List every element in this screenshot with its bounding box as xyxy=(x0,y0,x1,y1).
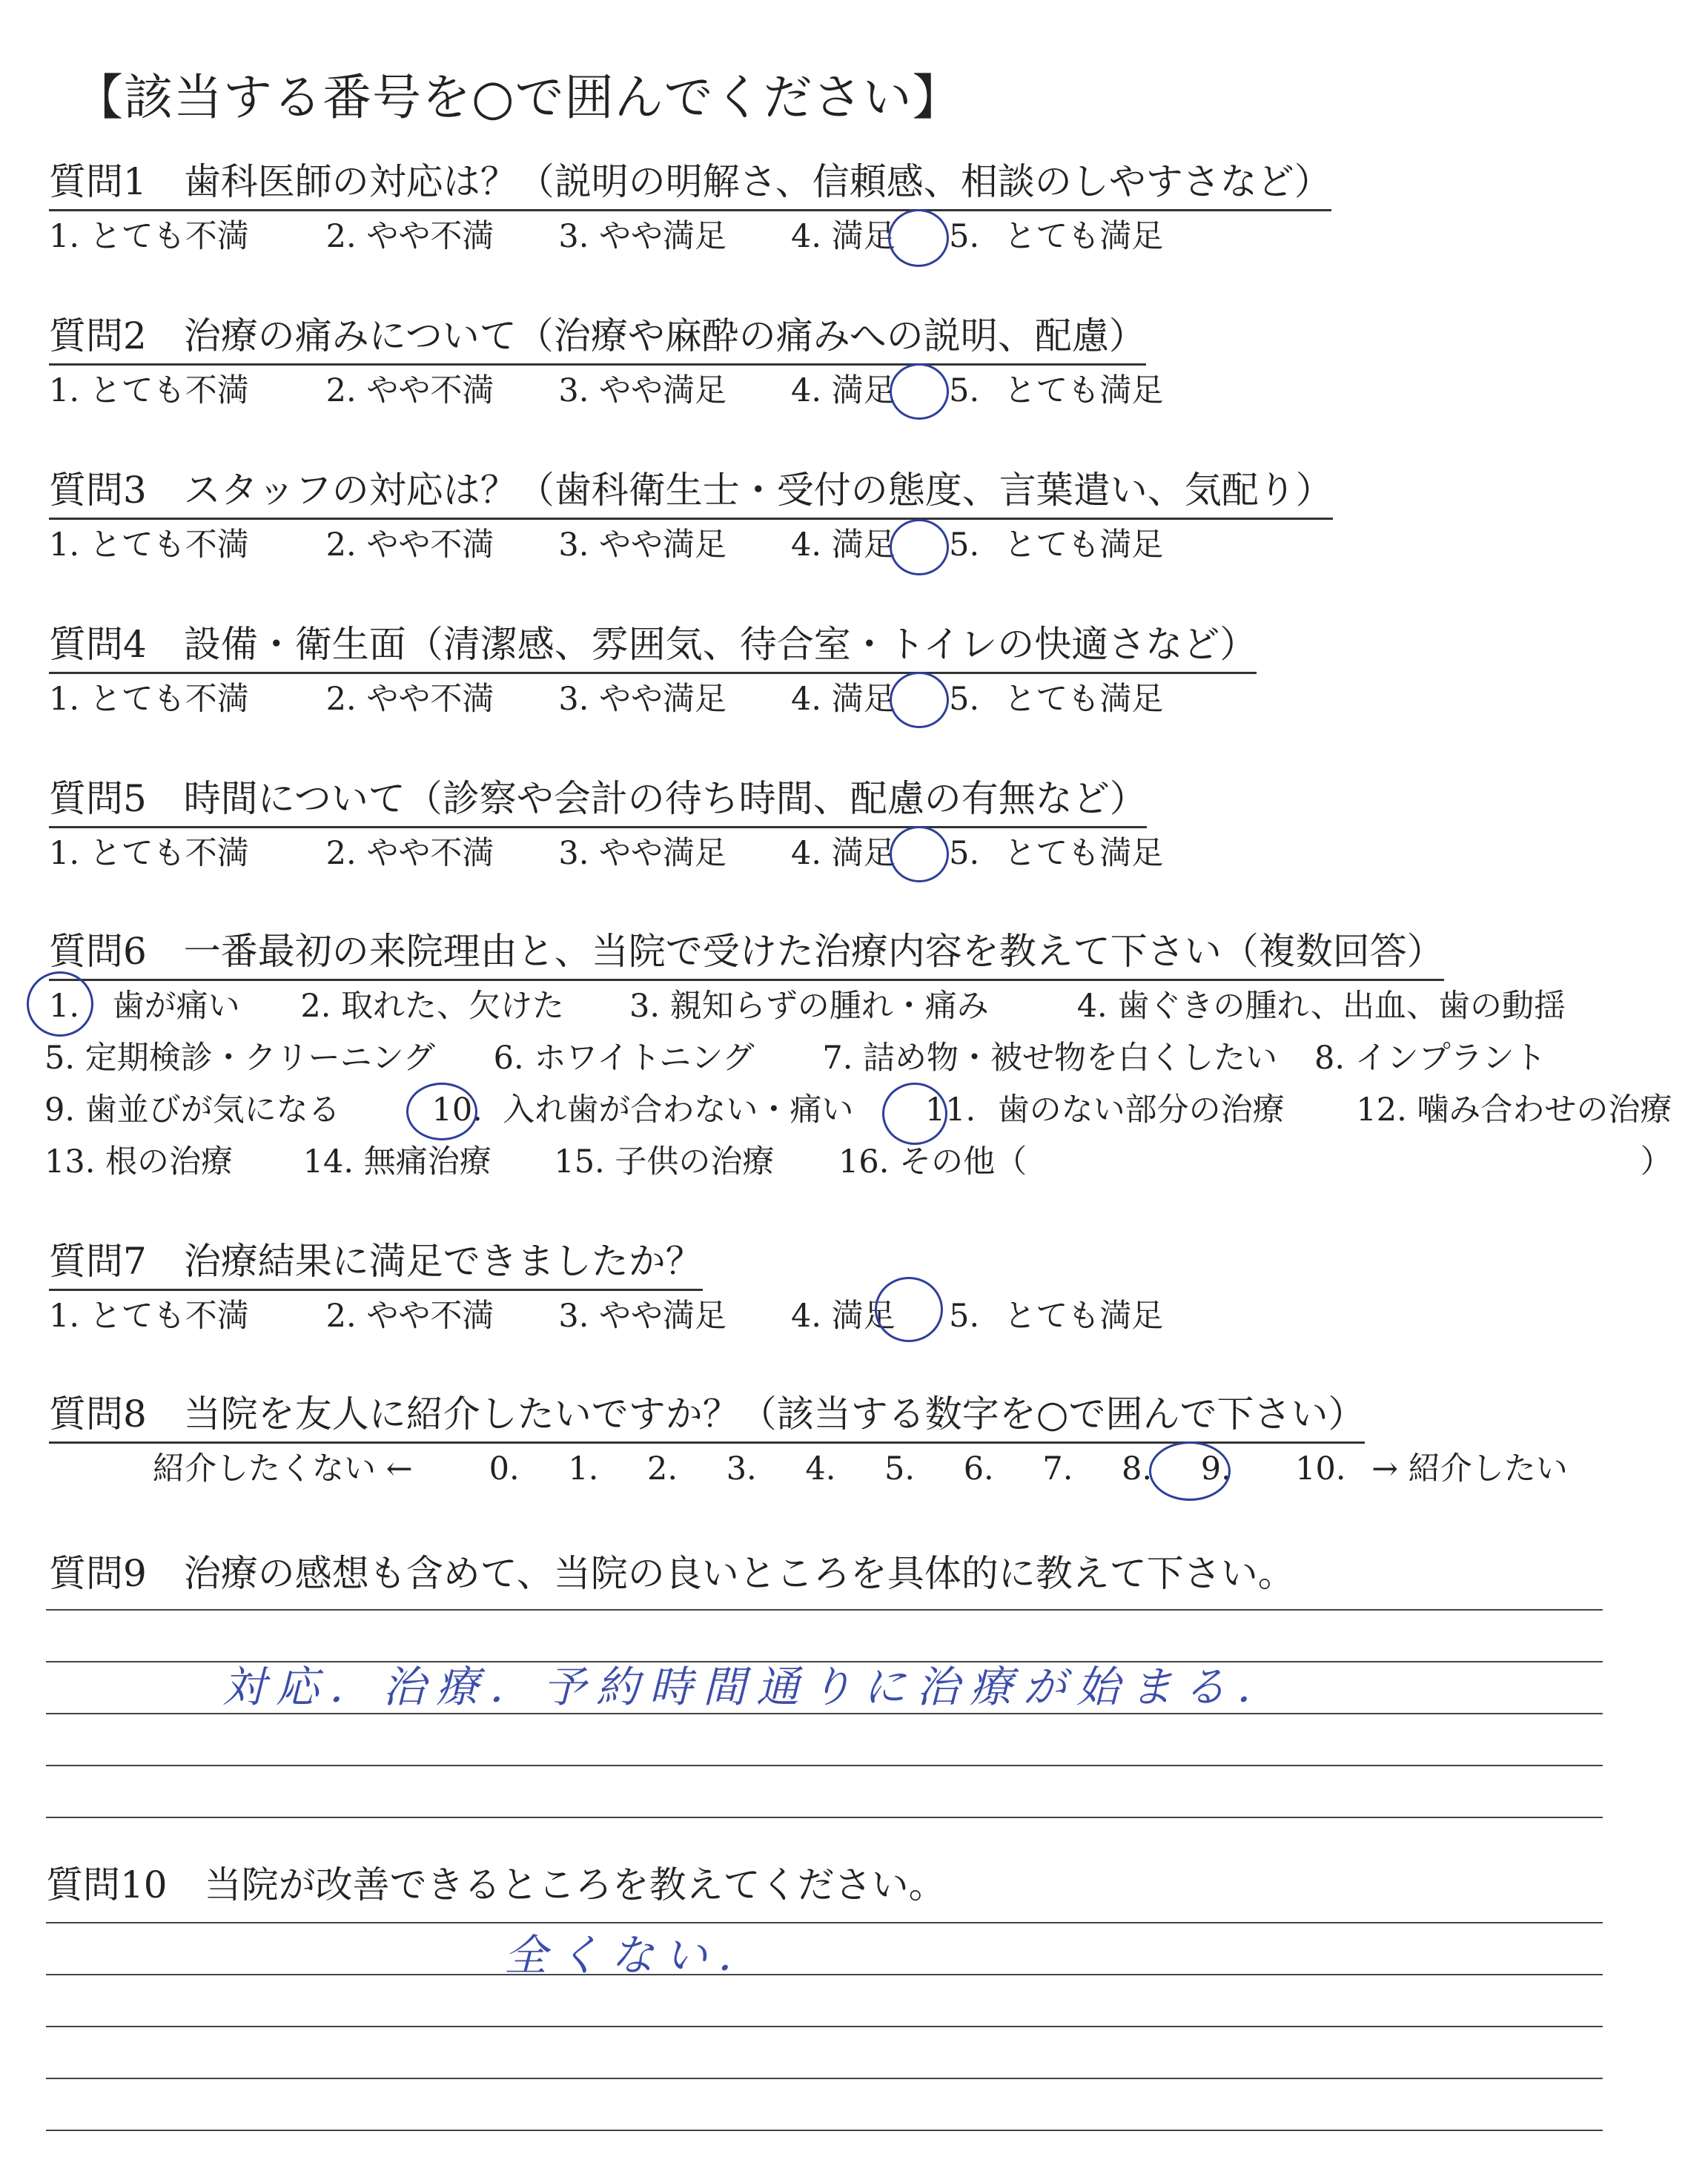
q3-option-4[interactable]: 4. 満足 xyxy=(791,526,896,564)
page-title: 【該当する番号を○で囲んでください】 xyxy=(74,69,962,126)
question-2-heading: 質問2 治療の痛みについて（治療や麻酔の痛みへの説明、配慮） xyxy=(49,313,1146,366)
question-5-heading: 質問5 時間について（診察や会計の待ち時間、配慮の有無など） xyxy=(49,776,1147,828)
q9-answer-line-1 xyxy=(46,1609,1603,1611)
q3-option-5-label: とても満足 xyxy=(1004,526,1164,564)
q3-option-2[interactable]: 2. やや不満 xyxy=(325,526,494,564)
q3-option-5-circled[interactable]: 5. xyxy=(949,526,980,564)
q6-option-8[interactable]: 8. インプラント xyxy=(1314,1040,1546,1077)
q3-option-3[interactable]: 3. やや満足 xyxy=(558,526,727,564)
q8-scale-0[interactable]: 0. xyxy=(489,1450,520,1487)
q8-scale-9[interactable]: 9. xyxy=(1200,1450,1231,1487)
q6-option-5[interactable]: 5. 定期検診・クリーニング xyxy=(44,1040,435,1077)
question-1-heading: 質問1 歯科医師の対応は？（説明の明解さ、信頼感、相談のしやすさなど） xyxy=(49,159,1331,211)
question-6-row-3 xyxy=(44,1090,1672,1130)
q5-option-3[interactable]: 3. やや満足 xyxy=(558,835,727,872)
q7-option-5-label: とても満足 xyxy=(1004,1298,1164,1335)
q8-scale-6[interactable]: 6. xyxy=(963,1450,994,1487)
q6-option-16[interactable]: 16. その他（ xyxy=(838,1143,1027,1180)
q4-option-2[interactable]: 2. やや不満 xyxy=(325,681,494,718)
q7-option-3[interactable]: 3. やや満足 xyxy=(558,1298,727,1335)
question-3-options xyxy=(49,525,1163,565)
q10-answer-line-1 xyxy=(46,1922,1603,1923)
q6-option-9[interactable]: 9. 歯並びが気になる xyxy=(44,1091,340,1129)
question-7-heading: 質問7 治療結果に満足できましたか？ xyxy=(49,1238,703,1291)
question-8-heading: 質問8 当院を友人に紹介したいですか？（該当する数字を○で囲んで下さい） xyxy=(49,1391,1365,1444)
q8-scale-8[interactable]: 8. xyxy=(1122,1450,1153,1487)
question-6-row-2 xyxy=(44,1038,1546,1078)
q7-option-2[interactable]: 2. やや不満 xyxy=(325,1298,494,1335)
q5-option-5-label: とても満足 xyxy=(1004,835,1164,872)
question-3-heading: 質問3 スタッフの対応は？（歯科衛生士・受付の態度、言葉遣い、気配り） xyxy=(49,467,1333,520)
q4-option-3[interactable]: 3. やや満足 xyxy=(558,681,727,718)
q6-option-15[interactable]: 15. 子供の治療 xyxy=(554,1143,775,1180)
q6-option-2[interactable]: 2. 取れた、欠けた xyxy=(300,988,565,1025)
q10-answer-line-2 xyxy=(46,1974,1603,1975)
q8-scale-5[interactable]: 5. xyxy=(884,1450,916,1487)
q4-option-1[interactable]: 1. とても不満 xyxy=(49,681,249,718)
q1-option-5-circled[interactable]: 5. xyxy=(949,218,980,255)
question-6-row-4 xyxy=(44,1142,1672,1182)
question-8-scale xyxy=(153,1449,1568,1489)
q8-scale-4[interactable]: 4. xyxy=(805,1450,836,1487)
q6-option-11-label: 歯のない部分の治療 xyxy=(997,1091,1285,1129)
q6-option-1-circled[interactable]: 1. xyxy=(49,988,80,1025)
q8-scale-7[interactable]: 7. xyxy=(1042,1450,1073,1487)
q3-option-1[interactable]: 1. とても不満 xyxy=(49,526,249,564)
q6-option-11-circled[interactable]: 11. xyxy=(924,1091,976,1129)
q6-option-10-circled[interactable]: 10. xyxy=(431,1091,483,1129)
q9-handwritten-answer[interactable]: 対応．治療．予約時間通りに治療が始まる． xyxy=(222,1662,1291,1712)
q4-option-4[interactable]: 4. 満足 xyxy=(791,681,896,718)
q8-left-label: 紹介したくない ← xyxy=(153,1450,413,1487)
q6-option-12[interactable]: 12. 噛み合わせの治療 xyxy=(1356,1091,1672,1129)
q2-option-2[interactable]: 2. やや不満 xyxy=(325,372,494,409)
q6-option-1-label: 歯が痛い xyxy=(112,988,240,1025)
q4-option-5-label: とても満足 xyxy=(1004,681,1164,718)
q9-answer-line-5 xyxy=(46,1817,1603,1818)
q5-option-5-circled[interactable]: 5. xyxy=(949,835,980,872)
q7-option-5-circled[interactable]: 5. xyxy=(949,1298,980,1335)
q2-option-4[interactable]: 4. 満足 xyxy=(791,372,896,409)
q9-answer-line-4 xyxy=(46,1765,1603,1766)
q4-option-5-circled[interactable]: 5. xyxy=(949,681,980,718)
q6-option-4[interactable]: 4. 歯ぐきの腫れ、出血、歯の動揺 xyxy=(1076,988,1566,1025)
q5-option-1[interactable]: 1. とても不満 xyxy=(49,835,249,872)
q10-answer-line-5 xyxy=(46,2130,1603,2131)
q8-scale-3[interactable]: 3. xyxy=(726,1450,757,1487)
q6-option-10-label: 入れ歯が合わない・痛い xyxy=(503,1091,854,1129)
question-10-heading: 質問10 当院が改善できるところを教えてください。 xyxy=(46,1863,946,1906)
q2-option-5-circled[interactable]: 5. xyxy=(949,372,980,409)
q5-option-4[interactable]: 4. 満足 xyxy=(791,835,896,872)
q1-option-3[interactable]: 3. やや満足 xyxy=(558,218,727,255)
q7-option-4[interactable]: 4. 満足 xyxy=(791,1298,896,1335)
question-6-heading: 質問6 一番最初の来院理由と、当院で受けた治療内容を教えて下さい（複数回答） xyxy=(49,928,1444,981)
q1-option-1[interactable]: 1. とても不満 xyxy=(49,218,249,255)
q8-scale-1[interactable]: 1. xyxy=(568,1450,599,1487)
q2-option-1[interactable]: 1. とても不満 xyxy=(49,372,249,409)
question-7-options xyxy=(49,1296,1163,1336)
q6-option-13[interactable]: 13. 根の治療 xyxy=(44,1143,234,1180)
q10-answer-line-4 xyxy=(46,2078,1603,2079)
q8-scale-2[interactable]: 2. xyxy=(647,1450,678,1487)
q1-option-5-label: とても満足 xyxy=(1004,218,1164,255)
q6-option-7[interactable]: 7. 詰め物・被せ物を白くしたい xyxy=(822,1040,1278,1077)
question-5-options xyxy=(49,833,1163,873)
q7-option-1[interactable]: 1. とても不満 xyxy=(49,1298,249,1335)
q8-scale-10-circled[interactable]: 10. xyxy=(1295,1450,1346,1487)
q1-option-2[interactable]: 2. やや不満 xyxy=(325,218,494,255)
question-6-row-1 xyxy=(49,986,1566,1026)
q10-handwritten-answer[interactable]: 全くない． xyxy=(504,1930,772,1981)
q8-right-label: → 紹介したい xyxy=(1371,1450,1568,1487)
q5-option-2[interactable]: 2. やや不満 xyxy=(325,835,494,872)
question-2-options xyxy=(49,371,1163,411)
q1-option-4[interactable]: 4. 満足 xyxy=(791,218,896,255)
question-9-heading: 質問9 治療の感想も含めて、当院の良いところを具体的に教えて下さい。 xyxy=(49,1552,1295,1595)
q2-option-5-label: とても満足 xyxy=(1004,372,1164,409)
q6-option-3[interactable]: 3. 親知らずの腫れ・痛み xyxy=(629,988,989,1025)
q2-option-3[interactable]: 3. やや満足 xyxy=(558,372,727,409)
q6-option-16-close: ） xyxy=(1640,1143,1672,1180)
question-1-options xyxy=(49,217,1163,257)
question-4-options xyxy=(49,679,1163,719)
q10-answer-line-3 xyxy=(46,2026,1603,2027)
q6-option-6[interactable]: 6. ホワイトニング xyxy=(493,1040,755,1077)
q6-option-14[interactable]: 14. 無痛治療 xyxy=(302,1143,491,1180)
question-4-heading: 質問4 設備・衛生面（清潔感、雰囲気、待合室・トイレの快適さなど） xyxy=(49,621,1257,674)
